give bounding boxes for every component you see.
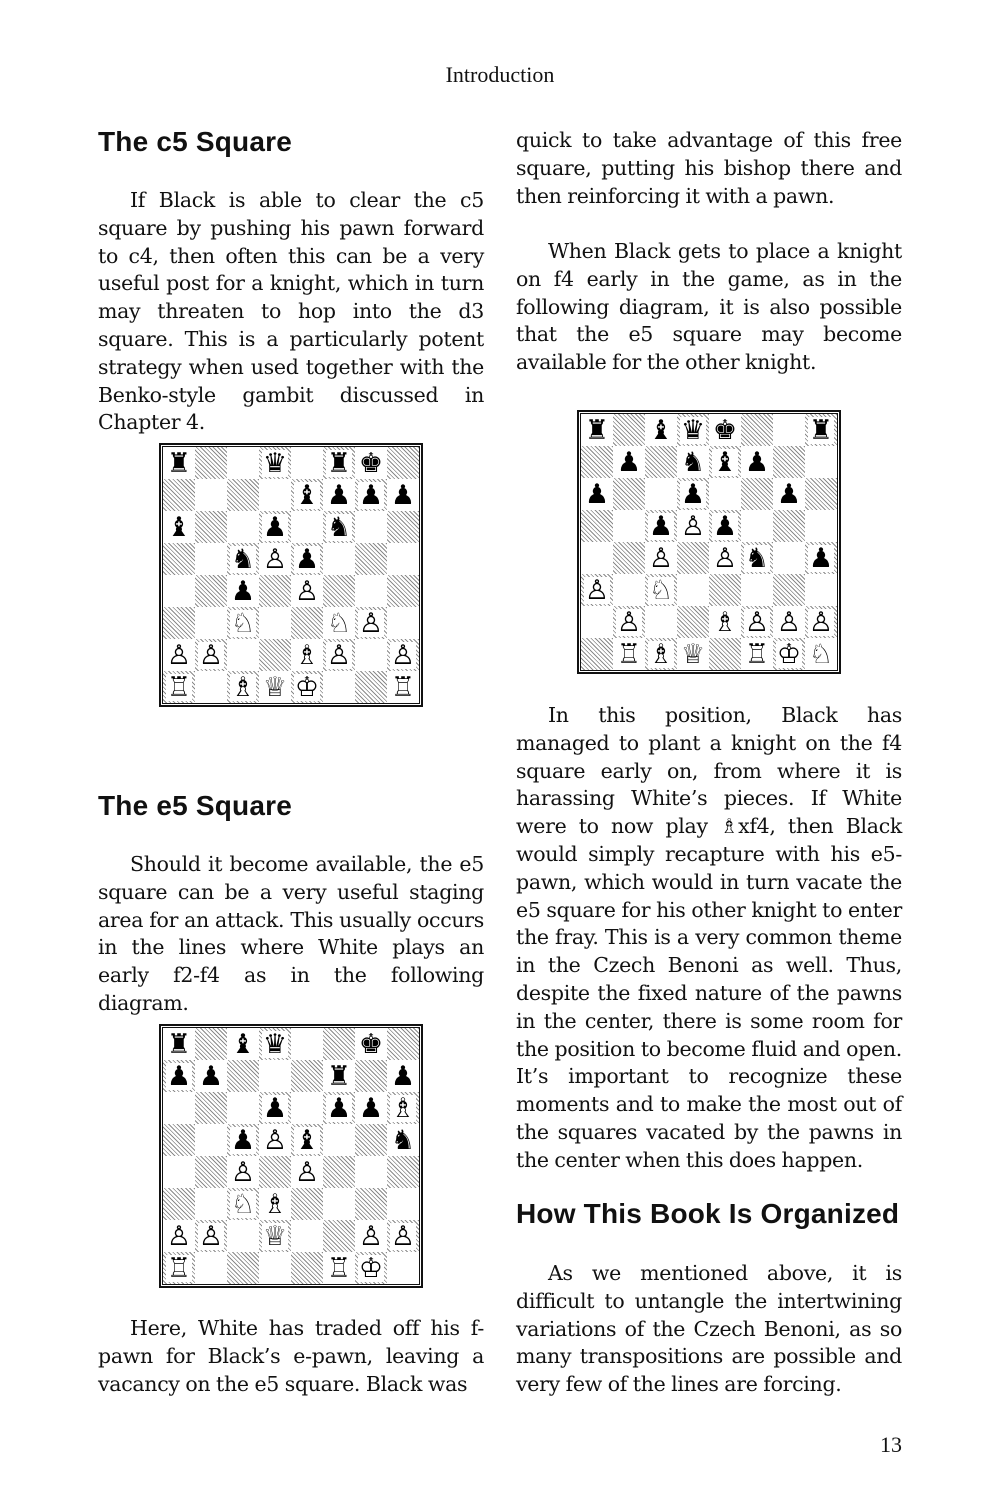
black-pawn-icon: ♟ [390,479,416,511]
square [163,1156,195,1188]
square [195,447,227,479]
black-bishop-icon: ♝ [230,1028,256,1060]
black-pawn-icon: ♟ [390,1060,416,1092]
square [259,1124,291,1156]
white-bishop-icon: ♗ [294,639,320,671]
square [259,1092,291,1124]
square [355,1028,387,1060]
square [355,447,387,479]
square [613,606,645,638]
black-rook-icon: ♜ [808,414,834,446]
white-rook-icon: ♖ [390,671,416,703]
square [291,1092,323,1124]
square [195,671,227,703]
white-pawn-icon: ♙ [262,1124,288,1156]
square [291,607,323,639]
black-bishop-icon: ♝ [648,414,674,446]
square [195,1156,227,1188]
square [613,638,645,670]
board-grid [580,413,838,671]
black-rook-icon: ♜ [166,1028,192,1060]
square [291,671,323,703]
square [387,1252,419,1284]
square [805,574,837,606]
square [677,510,709,542]
square [163,447,195,479]
white-pawn-icon: ♙ [230,1156,256,1188]
paragraph-continuation: quick to take advantage of this free square, putting his bishop there and then reinforcing it with a pawn. [516,128,902,208]
white-pawn-icon: ♙ [358,1220,384,1252]
white-queen-icon: ♕ [262,1220,288,1252]
square [805,638,837,670]
square [355,1252,387,1284]
square [355,575,387,607]
square [387,543,419,575]
square [709,574,741,606]
white-knight-icon: ♘ [230,607,256,639]
square [323,575,355,607]
square [163,1028,195,1060]
square [291,543,323,575]
black-rook-icon: ♜ [166,447,192,479]
square [773,606,805,638]
square [259,479,291,511]
black-pawn-icon: ♟ [358,479,384,511]
square [323,671,355,703]
white-bishop-icon: ♗ [712,606,738,638]
black-pawn-icon: ♟ [262,511,288,543]
square [645,510,677,542]
square [163,607,195,639]
white-pawn-icon: ♙ [166,639,192,671]
square [355,1220,387,1252]
square [259,447,291,479]
square [741,638,773,670]
square [355,639,387,671]
square [163,479,195,511]
white-rook-icon: ♖ [166,671,192,703]
square [323,479,355,511]
square [323,511,355,543]
chess-diagram-knight-f4 [577,410,841,674]
black-knight-icon: ♞ [326,511,352,543]
square [195,1188,227,1220]
square [259,1028,291,1060]
square [291,1156,323,1188]
square [227,607,259,639]
black-king-icon: ♚ [358,447,384,479]
square [163,1188,195,1220]
square [741,606,773,638]
square [709,414,741,446]
square [741,478,773,510]
square [387,575,419,607]
white-pawn-icon: ♙ [294,1156,320,1188]
white-pawn-icon: ♙ [680,510,706,542]
white-knight-icon: ♘ [808,638,834,670]
square [613,446,645,478]
square [709,446,741,478]
square [387,1028,419,1060]
white-queen-icon: ♕ [680,638,706,670]
square [613,478,645,510]
square [291,639,323,671]
square [259,511,291,543]
square [291,1188,323,1220]
square [805,478,837,510]
white-rook-icon: ♖ [616,638,642,670]
square [709,606,741,638]
white-queen-icon: ♕ [262,671,288,703]
square [355,1124,387,1156]
black-pawn-icon: ♟ [616,446,642,478]
black-knight-icon: ♞ [390,1124,416,1156]
square [323,1124,355,1156]
square [227,1252,259,1284]
square [259,1252,291,1284]
running-head: Introduction [445,62,555,87]
square [677,414,709,446]
white-king-icon: ♔ [358,1252,384,1284]
square [741,542,773,574]
chess-diagram-c5-square [159,443,423,707]
square [805,414,837,446]
square [773,478,805,510]
white-rook-icon: ♖ [326,1252,352,1284]
square [259,607,291,639]
paragraph-c5-square: If Black is able to clear the c5 square by pushing his pawn forward to c4, then often this can be a very useful post for a knight, which in turn may threaten to hop into the d3 square. This is a particularly potent strategy when used together with the Benko-style gambit discussed in Chapter 4. [98,188,484,435]
square [355,479,387,511]
square [677,574,709,606]
paragraph-e5-square-intro: Should it become available, the e5 square can be a very useful staging area for an attack. This usually occurs in the lines where White plays an early f2-f4 as in the following diagram. [98,852,484,1015]
white-pawn-icon: ♙ [808,606,834,638]
square [773,638,805,670]
square [387,639,419,671]
square [195,1220,227,1252]
white-pawn-icon: ♙ [262,543,288,575]
square [227,1156,259,1188]
black-pawn-icon: ♟ [808,542,834,574]
square [355,671,387,703]
square [323,639,355,671]
square [581,542,613,574]
square [291,447,323,479]
white-pawn-icon: ♙ [616,606,642,638]
square [645,638,677,670]
square [323,1252,355,1284]
square [195,479,227,511]
square [645,446,677,478]
white-pawn-icon: ♙ [326,639,352,671]
square [709,478,741,510]
black-pawn-icon: ♟ [326,479,352,511]
square [195,1060,227,1092]
white-pawn-icon: ♙ [294,575,320,607]
white-knight-icon: ♘ [648,574,674,606]
black-rook-icon: ♜ [584,414,610,446]
square [581,574,613,606]
square [227,447,259,479]
square [355,1092,387,1124]
board-grid [162,446,420,704]
white-pawn-icon: ♙ [744,606,770,638]
square [387,671,419,703]
square [163,511,195,543]
square [581,478,613,510]
square [259,1060,291,1092]
square [387,1220,419,1252]
black-bishop-icon: ♝ [712,446,738,478]
black-pawn-icon: ♟ [294,543,320,575]
square [163,671,195,703]
square [387,511,419,543]
square [387,1188,419,1220]
square [259,671,291,703]
square [259,639,291,671]
square [227,1060,259,1092]
square [163,1220,195,1252]
black-bishop-icon: ♝ [294,1124,320,1156]
square [741,574,773,606]
black-pawn-icon: ♟ [230,575,256,607]
square [227,1220,259,1252]
square [741,446,773,478]
square [805,510,837,542]
white-pawn-icon: ♙ [358,607,384,639]
square [613,542,645,574]
square [355,1060,387,1092]
square [195,1028,227,1060]
heading-book-organization: How This Book Is Organized [516,1198,900,1229]
square [645,478,677,510]
square [323,1060,355,1092]
square [355,543,387,575]
square [195,607,227,639]
square [613,414,645,446]
square [645,574,677,606]
square [291,1220,323,1252]
square [227,671,259,703]
black-knight-icon: ♞ [680,446,706,478]
square [259,1188,291,1220]
white-pawn-icon: ♙ [166,1220,192,1252]
white-pawn-icon: ♙ [712,542,738,574]
square [773,574,805,606]
square [387,479,419,511]
black-king-icon: ♚ [358,1028,384,1060]
square [323,1220,355,1252]
square [581,606,613,638]
square [613,510,645,542]
square [709,542,741,574]
square [387,1060,419,1092]
paragraph-position-analysis: In this position, Black has managed to plant a knight on the f4 square early on, from where it is harassing White’s pieces. If White were to now play ♗xf4, then Black would simply recapture with his e5-pawn, which would in turn vacate the e5 square for his other knight to enter the fray. This is a very common theme in the Czech Benoni as well. Thus, despite the fixed nature of the pawns in the center, there is some room for the position to become fluid and open. It’s important to recognize these moments and to make the most out of the squares vacated by the pawns in the center when this does happen. [516,703,902,1172]
white-knight-icon: ♘ [326,607,352,639]
white-pawn-icon: ♙ [198,1220,224,1252]
square [291,1252,323,1284]
square [195,543,227,575]
square [805,542,837,574]
square [355,1156,387,1188]
black-pawn-icon: ♟ [744,446,770,478]
square [581,414,613,446]
white-king-icon: ♔ [776,638,802,670]
square [259,575,291,607]
square [323,1156,355,1188]
square [323,543,355,575]
heading-c5-square: The c5 Square [98,126,293,157]
white-rook-icon: ♖ [166,1252,192,1284]
paragraph-knight-on-f4: When Black gets to place a knight on f4 early in the game, as in the following diagram, it is also possible that the e5 square may become available for the other knight. [516,239,902,375]
white-pawn-icon: ♙ [198,639,224,671]
square [741,510,773,542]
heading-e5-square: The e5 Square [98,790,293,821]
white-rook-icon: ♖ [744,638,770,670]
square [645,414,677,446]
white-knight-icon: ♘ [230,1188,256,1220]
white-king-icon: ♔ [294,671,320,703]
square [291,479,323,511]
square [291,575,323,607]
paragraph-book-organization: As we mentioned above, it is difficult to untangle the intertwining variations of the Czech Benoni, as so many transpositions are possible and very few of the lines are forcing. [516,1261,902,1397]
square [387,1092,419,1124]
black-pawn-icon: ♟ [584,478,610,510]
square [163,1252,195,1284]
square [581,510,613,542]
square [805,606,837,638]
square [227,639,259,671]
square [227,575,259,607]
square [387,1124,419,1156]
square [227,543,259,575]
white-pawn-icon: ♙ [584,574,610,606]
page-number: 13 [880,1432,902,1457]
square [227,1124,259,1156]
square [677,542,709,574]
black-rook-icon: ♜ [326,447,352,479]
black-rook-icon: ♜ [326,1060,352,1092]
black-pawn-icon: ♟ [166,1060,192,1092]
black-king-icon: ♚ [712,414,738,446]
black-bishop-icon: ♝ [166,511,192,543]
square [163,1060,195,1092]
black-pawn-icon: ♟ [198,1060,224,1092]
square [387,447,419,479]
square [645,606,677,638]
square [227,1028,259,1060]
square [291,1060,323,1092]
square [163,543,195,575]
square [355,511,387,543]
square [677,478,709,510]
square [773,446,805,478]
square [195,1092,227,1124]
white-bishop-icon: ♗ [390,1092,416,1124]
black-pawn-icon: ♟ [680,478,706,510]
square [323,1028,355,1060]
white-pawn-icon: ♙ [776,606,802,638]
square [613,574,645,606]
square [163,1124,195,1156]
square [805,446,837,478]
square [291,1124,323,1156]
square [773,542,805,574]
square [773,414,805,446]
black-pawn-icon: ♟ [776,478,802,510]
board-grid [162,1027,420,1285]
square [195,1252,227,1284]
black-pawn-icon: ♟ [648,510,674,542]
white-pawn-icon: ♙ [390,1220,416,1252]
square [355,1188,387,1220]
square [645,542,677,574]
black-queen-icon: ♛ [680,414,706,446]
square [227,511,259,543]
square [195,1124,227,1156]
square [773,510,805,542]
black-queen-icon: ♛ [262,1028,288,1060]
square [227,479,259,511]
square [741,414,773,446]
chess-diagram-e5-square [159,1024,423,1288]
black-pawn-icon: ♟ [326,1092,352,1124]
paragraph-white-traded-f-pawn: Here, White has traded off his f-pawn for Black’s e-pawn, leaving a vacancy on the e5 square. Black was [98,1316,484,1396]
square [709,510,741,542]
square [195,575,227,607]
square [227,1092,259,1124]
white-pawn-icon: ♙ [648,542,674,574]
white-bishop-icon: ♗ [262,1188,288,1220]
square [163,639,195,671]
square [259,1156,291,1188]
square [677,446,709,478]
square [227,1188,259,1220]
square [323,447,355,479]
square [355,607,387,639]
square [195,639,227,671]
square [163,575,195,607]
square [291,511,323,543]
black-pawn-icon: ♟ [358,1092,384,1124]
white-pawn-icon: ♙ [390,639,416,671]
white-bishop-icon: ♗ [230,671,256,703]
square [259,1220,291,1252]
square [387,1156,419,1188]
black-pawn-icon: ♟ [230,1124,256,1156]
square [323,1092,355,1124]
square [677,606,709,638]
square [709,638,741,670]
square [387,607,419,639]
white-bishop-icon: ♗ [648,638,674,670]
square [195,511,227,543]
square [323,1188,355,1220]
black-queen-icon: ♛ [262,447,288,479]
square [163,1092,195,1124]
square [677,638,709,670]
black-bishop-icon: ♝ [294,479,320,511]
square [581,446,613,478]
square [581,638,613,670]
square [323,607,355,639]
black-knight-icon: ♞ [230,543,256,575]
black-pawn-icon: ♟ [262,1092,288,1124]
square [291,1028,323,1060]
black-knight-icon: ♞ [744,542,770,574]
square [259,543,291,575]
black-pawn-icon: ♟ [712,510,738,542]
